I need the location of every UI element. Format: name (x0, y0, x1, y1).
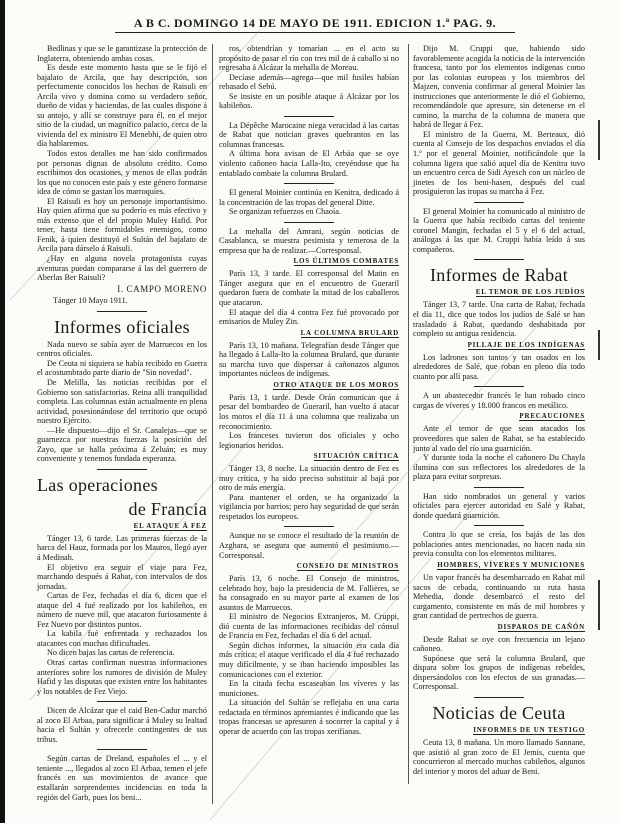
divider (97, 701, 147, 702)
paragraph: Nada nuevo se sabía ayer de Marruecos en los centros oficiales. (37, 339, 207, 359)
subheading-text: CONSEJO DE MINISTROS (296, 562, 399, 571)
paragraph: Los franceses tuvieron dos oficiales y ocho legionarios heridos. (219, 431, 399, 450)
subheading (413, 726, 585, 735)
scan-mark (598, 120, 600, 160)
paragraph: ros, obtendrían y tomarían ... en el acto su propósito de pasar el río con tres mil de á caballo si no regresaba á Alcázar la mehalla de Moreau. (219, 44, 399, 73)
subheading-text: SITUACIÓN CRÍTICA (313, 452, 399, 461)
paragraph: El ataque del día 4 contra Fez fué provocado por emisarios de Muley Zin. (219, 307, 399, 327)
subheading (413, 561, 585, 570)
subheading-text: INFORMES DE UN TESTIGO (473, 725, 585, 734)
paragraph: La situación del Sultán se reflejaba en una carta redactada en términos apremiantes é indicando que las tropas francesas se apresuren á socorrer la capital y á operar de acuerdo con las tropas xerifianas. (219, 698, 399, 736)
paragraph: Los ladrones son tantos y tan osados en los alrededores de Salé, que roban en pleno día todo cuanto por allí pasa. (413, 352, 585, 381)
divider (97, 311, 147, 312)
paragraph: Tánger 13, 7 tarde. Una carta de Rabat, fechada el día 11, dice que todos los judíos de Salé se han trasladado á Rabat, quedando deshabitada por completo su antigua residencia. (413, 300, 585, 339)
subheading-text: OTRO ATAQUE DE LOS MOROS (273, 380, 399, 389)
paragraph: Supónese que será la columna Brulard, que dispara sobre los grupos de indígenas rebeldes, dispersándolos con los efectos de sus granadas.—Corresponsal. (413, 653, 585, 692)
subheading-text: PILLAJE DE LOS INDÍGENAS (467, 340, 585, 349)
paragraph: De Ceuta ni siquiera se había recibido en Guerra el acostumbrado parte diario de "Sin novedad". (37, 358, 207, 378)
subheading (219, 381, 399, 390)
divider (474, 525, 524, 526)
section-heading: Informes oficiales (54, 316, 190, 337)
paragraph: Aunque no se conoce el resultado de la reunión de Azghara, se asegura que aumentó el pesimismo.—Corresponsal. (219, 531, 399, 560)
paragraph: Para mantener el orden, se ha organizado la vigilancia por barrios; pero hay seguridad de que serán respetados los europeos. (219, 492, 399, 521)
paragraph: El general Moinier continúa en Kenitra, dedicado á la concentración de las tropas del general Ditte. (219, 188, 399, 207)
masthead: A B C. DOMINGO 14 DE MAYO DE 1911. EDICION 1.ª PAG. 9. (115, 16, 515, 33)
paragraph: —He dispuesto—dijo el Sr. Canalejas—que se guarnezca por nuestras fuerzas la posición del Zayo, que se halla próxima á Zeluán; es muy conveniente y tenemos fundada esperanza. (37, 425, 207, 464)
paragraph: No dicen bajas las cartas de referencia. (47, 648, 175, 658)
divider (284, 526, 334, 527)
column-divider (408, 44, 409, 784)
subheading (413, 341, 585, 350)
scan-edge (0, 0, 5, 823)
paragraph: Han sido nombrados un general y varios oficiales para ejercer autoridad en Salé y Rabat, donde quedará guarnición. (413, 491, 585, 520)
paragraph: Se organizan refuerzos en Chaoía. (229, 207, 341, 217)
paragraph: La Dépêche Marocaine niega veracidad á las cartas de Rabat que notician graves quebrantos en las columnas francesas. (219, 120, 399, 149)
paragraph: Según dichos informes, la situación era cada día más crítica; el ataque verificado el día 4 fué rechazado muy difícilmente, y se iban haciendo imposibles las comunicaciones con el exterior. (219, 640, 399, 679)
column-1 (37, 44, 207, 802)
paragraph: París 13, 1 tarde. Desde Orán comunican que á pesar del bombardeo de Gueraril, han vuelto á atacar los moros el día 11 á una columna que realizaba un reconocimiento. (219, 392, 399, 431)
paragraph: Decíase además—agrega—que mil fusiles habían rebasado el Sebú. (219, 72, 399, 92)
paragraph: Se insiste en un posible ataque á Alcázar por los kabileños. (219, 91, 399, 111)
divider (284, 222, 334, 223)
subheading (219, 562, 399, 571)
section-heading: de Francia (128, 498, 207, 519)
paragraph: Dijo M. Cruppi que, habiendo sido favorablemente acogida la noticia de la intervención francesa, tanto por los elementos indígenas como por las colonias europeas y los miembros del Majzen, convenía confirmar al general Moinier las instrucciones que anteriormente le dió el Gobierno, recomendándole que apresure, sin detenerse en el camino, la marcha de la columna de manera que habrá de llegar á Fez. (413, 44, 585, 130)
divider (474, 386, 524, 387)
paragraph: París 13, 3 tarde. El corresponsal del Matin en Tánger asegura que en el encuentro de Gueraril quedaron fuera de combate la mitad de los caballeros que atacaron. (219, 269, 399, 308)
subheading-text: LOS ÚLTIMOS COMBATES (293, 257, 399, 266)
divider (474, 697, 524, 698)
paragraph: Ceuta 13, 8 mañana. Un moro llamado Sannane, que asistió al gran zoco de El Jemis, cuenta que concurrieron al mercado muchos cabileños, algunos del interior y moros del aduar de Beni. (413, 737, 585, 776)
paragraph: Y durante toda la noche el cañonero Du Chayla ilumina con sus reflectores los alrededores de la plaza para evitar sorpresas. (413, 453, 585, 482)
paragraph: De Melilla, las noticias recibidas por el Gobierno son satisfactorias. Reina allí tranquilidad completa. Las columnas están actualmente en plena actividad, posesionándose del territorio que ocupó nuestro Ejército. (37, 377, 207, 426)
paragraph: Todos estos detalles me han sido confirmados por personas dignas de absoluto crédito. Como escribimos dos ocasiones, y menos de ellas podrán los que no conocen este país y este género formarse idea de cómo se gastan los marroquíes. (37, 149, 207, 197)
paragraph: El Raisuli es hoy un personaje importantísimo. Hay quien afirma que su poderío es más efectivo y más extenso que el del propio Muley Hafid. Por tener, hasta tiene formidables enemigos, como Fenik, á quien destituyó el Sultán del bajalato de Arcila para dárselo á Raisuli. (37, 196, 207, 254)
section-heading: Informes de Rabat (429, 265, 569, 286)
paragraph: El ministro de la Guerra, M. Berteaux, dió cuenta al Consejo de los despachos enviados el día 1.º por el general Moinier, notificándole que la columna ligera que salió aquel día de Kenitra tuvo un encuentro cerca de Sidi Ayesch con un núcleo de jinetes de los beni-hasen, después del cual prosiguieron las tropas su marcha á Fez. (413, 129, 585, 197)
subheading (219, 452, 399, 461)
paragraph: A última hora avisan de El Arbáa que se oye violento cañoneo hacia Lalla-Ito, creyéndose que ha entablado combate la columna Brulard. (219, 149, 399, 178)
divider (284, 116, 334, 117)
subheading (413, 288, 585, 297)
subheading-text: DISPAROS DE CAÑÓN (497, 622, 585, 631)
subheading (413, 412, 585, 421)
section-heading: Noticias de Ceuta (432, 702, 566, 723)
column-divider (212, 44, 213, 804)
subheading (219, 329, 399, 338)
paragraph: La mehalla del Amrani, según noticias de Casablanca, se muestra pesimista y temerosa de la empresa que ha de realizar.—Corresponsal. (219, 226, 399, 255)
signature: I. CAMPO MORENO (117, 283, 207, 294)
paragraph: Desde Rabat se oye con frecuencia un lejano cañoneo. (413, 634, 585, 654)
paragraph: Ante el temor de que sean atacados los proveedores que salen de Rabat, se ha establecido junto al vado del río una guarnición. (413, 424, 585, 453)
subheading-text: PRECAUCIONES (519, 412, 585, 421)
paragraph: Bedlinas y que se le garantizase la protección de Inglaterra, obteniendo ambas cosas. (37, 44, 207, 63)
divider (474, 202, 524, 203)
paragraph: Tánger 13, 8 noche. La situación dentro de Fez es muy crítica, y ha sido preciso substituir al bajá por otro de más energía. (219, 464, 399, 493)
subheading (413, 623, 585, 632)
paragraph: El ministro de Negocios Extranjeros, M. Cruppi, dió cuenta de las informaciones recibidas del cónsul de Francia en Fez, fechadas el día 6 del actual. (219, 612, 399, 641)
scan-mark (598, 580, 600, 630)
divider (474, 487, 524, 488)
subheading-text: LA COLUMNA BRULARD (300, 328, 399, 337)
paragraph: ¿Hay en alguna novela protagonista cuyas aventuras puedan compararse á las del guerrero de Aberlas Ber Raisuli? (37, 254, 207, 283)
paragraph: En la citada fecha escaseaban los víveres y las municiones. (219, 679, 399, 698)
divider (284, 183, 334, 184)
subheading-text: EL TEMOR DE LOS JUDÍOS (475, 288, 585, 297)
column-3 (413, 44, 585, 779)
subheading-text: EL ATAQUE Á FEZ (133, 521, 207, 530)
column-2 (219, 44, 399, 779)
paragraph: El general Moinier ha comunicado al ministro de la Guerra que había recibido cartas del teniente coronel Mangin, fechadas el 5 y el 6 del actual, análogas á las que M. Cruppi había leído á sus compañeros. (413, 206, 585, 254)
paragraph: París 13, 10 mañana. Telegrafían desde Tánger que ha llegado á Lalla-Ito la columna Brulard, que durante su marcha tuvo que dispersar á cañonazos algunos importantes núcleos de indígenas. (219, 340, 399, 379)
paragraph: París 13, 6 noche. El Consejo de ministros, celebrado hoy, bajo la presidencia de M. Fallières, se ha consagrado en su mayor parte al examen de los asuntos de Marruecos. (219, 574, 399, 612)
paragraph: A un abastecedor francés le han robado cinco cargas de víveres y 18.000 francos en metálico. (413, 391, 585, 410)
subheading-text: HOMBRES, VÍVERES Y MUNICIONES (437, 560, 585, 569)
paragraph: Otras cartas confirman nuestras informaciones anteriores sobre los rumores de división de Muley Hafid y las disputas que existen entre los habitantes y los notables de Fez Viejo. (37, 657, 207, 696)
dateline: Tánger 10 Mayo 1911. (53, 296, 128, 306)
divider (97, 749, 147, 750)
divider (97, 469, 147, 470)
divider (474, 259, 524, 260)
paragraph: Contra lo que se creía, los bajás de las dos poblaciones antes mencionadas, no hacen nada sin previa consulta con los elementos militares. (413, 530, 585, 559)
paragraph: Dicen de Alcázar que el caid Ben-Cadur marchó al zoco El Arbaa, para significar á Muley su lealtad hacia el Sultán y ofrecerle contingentes de sus tribus. (37, 706, 207, 744)
paragraph: Tánger 13, 6 tarde. Las primeras fuerzas de la harca del Hauz, formada por los Mauros, llegó ayer á Medinah. (37, 533, 207, 562)
paragraph: Es desde este momento hasta que se le fijó el bajalato de Arcila, que hay descripción, son perfectamente conocidos los hechos de Raisuli en Arcila vivo y domina como su verdadero señor, dueño de vidas y haciendas, de las cuales dispone á su antojo, y allí se construye para él, en el mejor sitio de la ciudad, un magnífico palacio, cerca de la vivienda del ex ministro El Menebhi, de quien otro día hablaremos. (37, 63, 207, 149)
paragraph: Cartas de Fez, fechadas el día 6, dicen que el ataque del 4 fué realizado por los kabileños, en número de nueve mil, que atacaron furiosamente á Fez Nuevo por distintos puntos. (37, 591, 207, 629)
paragraph: El objetivo era seguir el viaje para Fez, marchando después á Rabat, con intervalos de dos jornadas. (37, 562, 207, 591)
scan-mark (598, 330, 600, 360)
subheading (37, 522, 207, 531)
subheading (219, 257, 399, 266)
section-heading: Las operaciones (37, 474, 158, 495)
paragraph: Según cartas de Dreland, españoles el ... y el teniente ..., llegados al zoco El Arbaa, temen el jefe francés en sus movimientos de avance que estallarán sorprendentes incidencias en toda la región del Garb, pues los beni... (37, 754, 207, 802)
paragraph: Un vapor francés ha desembarcado en Rabat mil sacos de cebada, continuando su ruta hasta Mehedia, donde desembarcó el resto del cargamento, consistente en más de mil hombres y gran cantidad de pertrechos de guerra. (413, 572, 585, 621)
paragraph: La kabila fué enfrentada y rechazados los atacantes con muchas dificultades. (37, 629, 207, 648)
